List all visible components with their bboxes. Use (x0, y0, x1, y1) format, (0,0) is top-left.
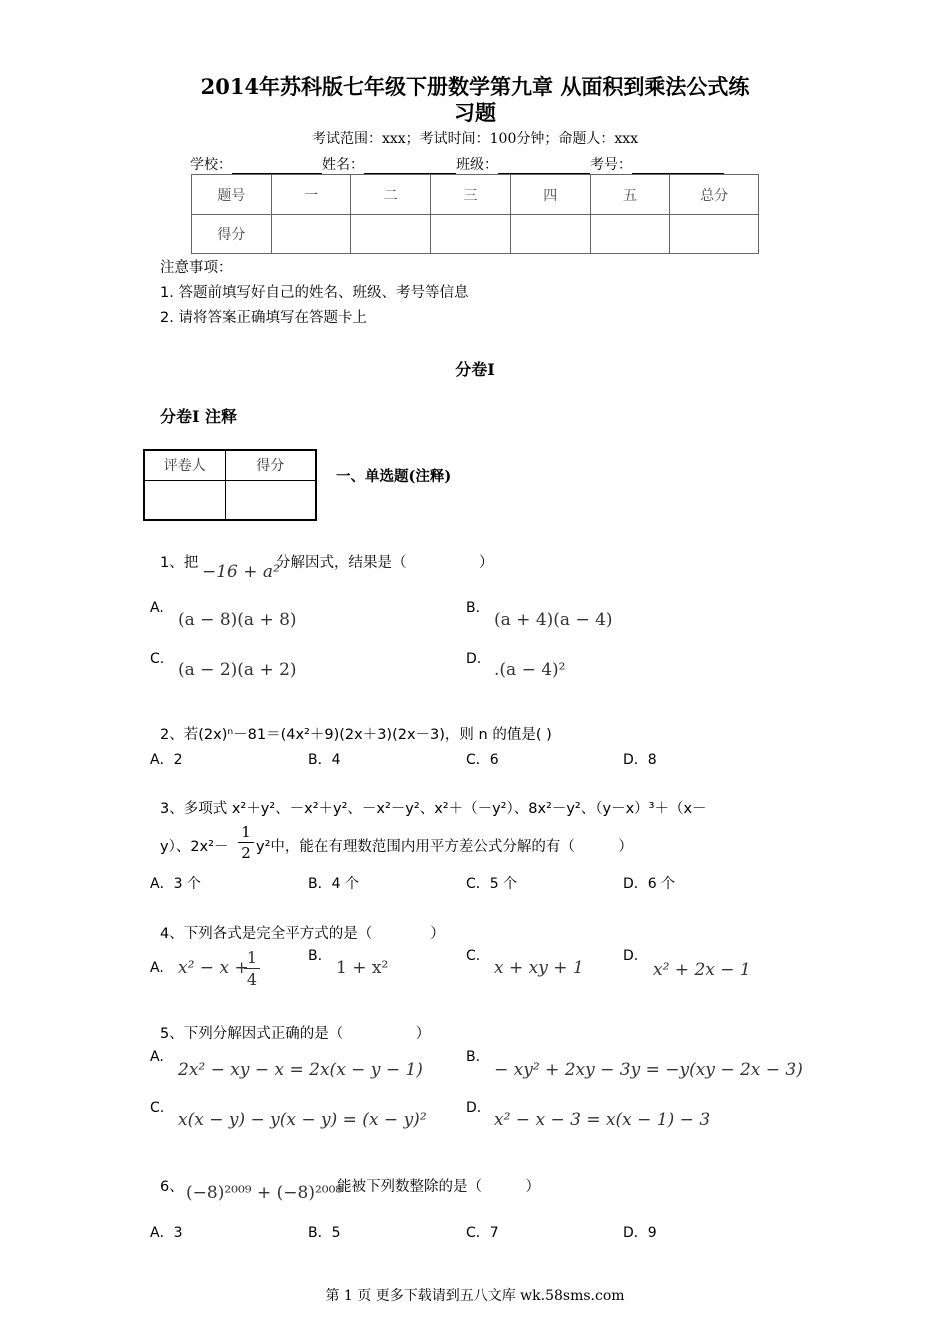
q3-line2-start: y）、2x²－ (160, 839, 229, 855)
q1-suffix: 分解因式，结果是（ ） (276, 555, 494, 571)
q6-option-b[interactable]: B．5 (308, 1225, 341, 1241)
school-label: 学校： (190, 157, 232, 173)
notes-heading: 注意事项： (160, 260, 233, 276)
grader-label: 评卷人 (144, 450, 225, 480)
q1-option-c[interactable]: (a − 2)(a + 2) (178, 660, 297, 680)
q3-fraction-denominator: 2 (238, 842, 254, 863)
score-cell[interactable] (590, 215, 670, 254)
q2-option-d[interactable]: D．8 (623, 752, 657, 768)
q6-option-c[interactable]: C．7 (466, 1225, 499, 1241)
q5-option-a-label: A. (150, 1049, 164, 1065)
q1-option-b[interactable]: (a + 4)(a − 4) (494, 610, 613, 630)
part-note: 分卷I 注释 (160, 407, 238, 426)
q3-option-c[interactable]: C．5 个 (466, 876, 518, 892)
q4-option-c[interactable]: x + xy + 1 (494, 958, 584, 978)
score-header-cell: 二 (351, 175, 431, 215)
grader-score-label: 得分 (225, 450, 316, 480)
q3-line2-end: y²中，能在有理数范围内用平方差公式分解的有（ ） (256, 839, 633, 855)
q5-option-d-label: D. (466, 1100, 482, 1116)
document-title-line1: 2014年苏科版七年级下册数学第九章 从面积到乘法公式练 (200, 74, 750, 99)
q5-text: 5、下列分解因式正确的是（ ） (160, 1026, 431, 1042)
part-title: 分卷I (455, 360, 495, 379)
score-header-cell: 五 (590, 175, 670, 215)
q2-option-b[interactable]: B．4 (308, 752, 341, 768)
q2-text: 2、若(2x)ⁿ－81＝(4x²＋9)(2x＋3)(2x－3)，则 n 的值是( ) (160, 727, 552, 743)
name-label: 姓名： (322, 157, 364, 173)
score-header-cell: 一 (271, 175, 351, 215)
student-info-line (190, 154, 724, 174)
grader-table (143, 449, 317, 521)
q5-option-b-label: B. (466, 1049, 481, 1065)
exam-info: 考试范围：xxx；考试时间：100分钟；命题人：xxx (311, 131, 639, 147)
section-one-title: 一、单选题(注释) (336, 468, 452, 485)
q1-option-a-label: A. (150, 600, 164, 616)
score-cell[interactable] (431, 215, 511, 254)
q5-option-b[interactable]: − xy² + 2xy − 3y = −y(xy − 2x − 3) (494, 1060, 803, 1080)
notes (160, 256, 468, 331)
q1-option-d-label: D. (466, 651, 482, 667)
q3-fraction (238, 822, 254, 863)
class-label: 班级： (456, 157, 498, 173)
q4-option-d-label: D. (623, 948, 639, 964)
q1-option-b-label: B. (466, 600, 481, 616)
q3-option-d[interactable]: D．6 个 (623, 876, 676, 892)
q5-option-c-label: C. (150, 1100, 165, 1116)
q6-suffix: 能被下列数整除的是（ ） (337, 1179, 540, 1195)
score-table (191, 174, 759, 254)
q3-fraction-numerator: 1 (241, 823, 251, 841)
q4-option-b[interactable]: 1 + x² (336, 958, 389, 978)
q3-option-a[interactable]: A．3 个 (150, 876, 201, 892)
score-cell[interactable] (271, 215, 351, 254)
q4-option-a[interactable]: x² − x + (178, 958, 249, 978)
document-title-line2: 习题 (454, 100, 496, 125)
q2-option-c[interactable]: C．6 (466, 752, 499, 768)
q1-prefix: 1、把 (160, 555, 199, 571)
score-header-cell: 三 (431, 175, 511, 215)
q4-fraction-denominator: 4 (244, 968, 260, 990)
score-cell[interactable] (351, 215, 431, 254)
exam-number-blank[interactable] (632, 159, 724, 174)
notes-item: 2. 请将答案正确填写在答题卡上 (160, 310, 367, 326)
q4-text: 4、下列各式是完全平方式的是（ ） (160, 926, 445, 942)
q4-option-b-label: B. (308, 948, 323, 964)
q3-line1: 3、多项式 x²＋y²、－x²＋y²、－x²－y²、x²＋（－y²）、8x²－y²、（y－x）³＋（x－ (160, 801, 707, 817)
q6-option-a[interactable]: A．3 (150, 1225, 183, 1241)
q6-option-d[interactable]: D．9 (623, 1225, 657, 1241)
score-header-cell: 总分 (670, 175, 759, 215)
q4-option-d[interactable]: x² + 2x − 1 (653, 960, 751, 980)
q2-option-a[interactable]: A．2 (150, 752, 183, 768)
q4-option-c-label: C. (466, 948, 481, 964)
q4-option-a-fraction (244, 947, 260, 990)
q4-option-a-label: A. (150, 960, 164, 976)
q1-option-c-label: C. (150, 651, 165, 667)
q6-prefix: 6、 (160, 1179, 184, 1195)
q5-option-c[interactable]: x(x − y) − y(x − y) = (x − y)² (178, 1110, 427, 1130)
exam-number-label: 考号： (590, 157, 632, 173)
q5-option-a[interactable]: 2x² − xy − x = 2x(x − y − 1) (178, 1060, 423, 1080)
q4-fraction-numerator: 1 (246, 948, 258, 967)
name-blank[interactable] (364, 159, 456, 174)
page-footer: 第 1 页 更多下载请到五八文库 wk.58sms.com (325, 1288, 625, 1304)
score-header-cell: 题号 (192, 175, 272, 215)
grader-score-cell[interactable] (225, 480, 316, 520)
school-blank[interactable] (232, 159, 322, 174)
score-row-label: 得分 (192, 215, 272, 254)
score-cell[interactable] (670, 215, 759, 254)
grader-cell[interactable] (144, 480, 225, 520)
q1-option-a[interactable]: (a − 8)(a + 8) (178, 610, 297, 630)
q1-expression: −16 + a² (202, 562, 280, 582)
score-cell[interactable] (510, 215, 590, 254)
class-blank[interactable] (498, 159, 590, 174)
q3-option-b[interactable]: B．4 个 (308, 876, 359, 892)
q6-expression: (−8)²⁰⁰⁹ + (−8)²⁰⁰⁸ (186, 1183, 343, 1203)
q5-option-d[interactable]: x² − x − 3 = x(x − 1) − 3 (494, 1110, 711, 1130)
q1-option-d[interactable]: .(a − 4)² (494, 660, 566, 680)
score-header-cell: 四 (510, 175, 590, 215)
notes-item: 1. 答题前填写好自己的姓名、班级、考号等信息 (160, 285, 469, 301)
